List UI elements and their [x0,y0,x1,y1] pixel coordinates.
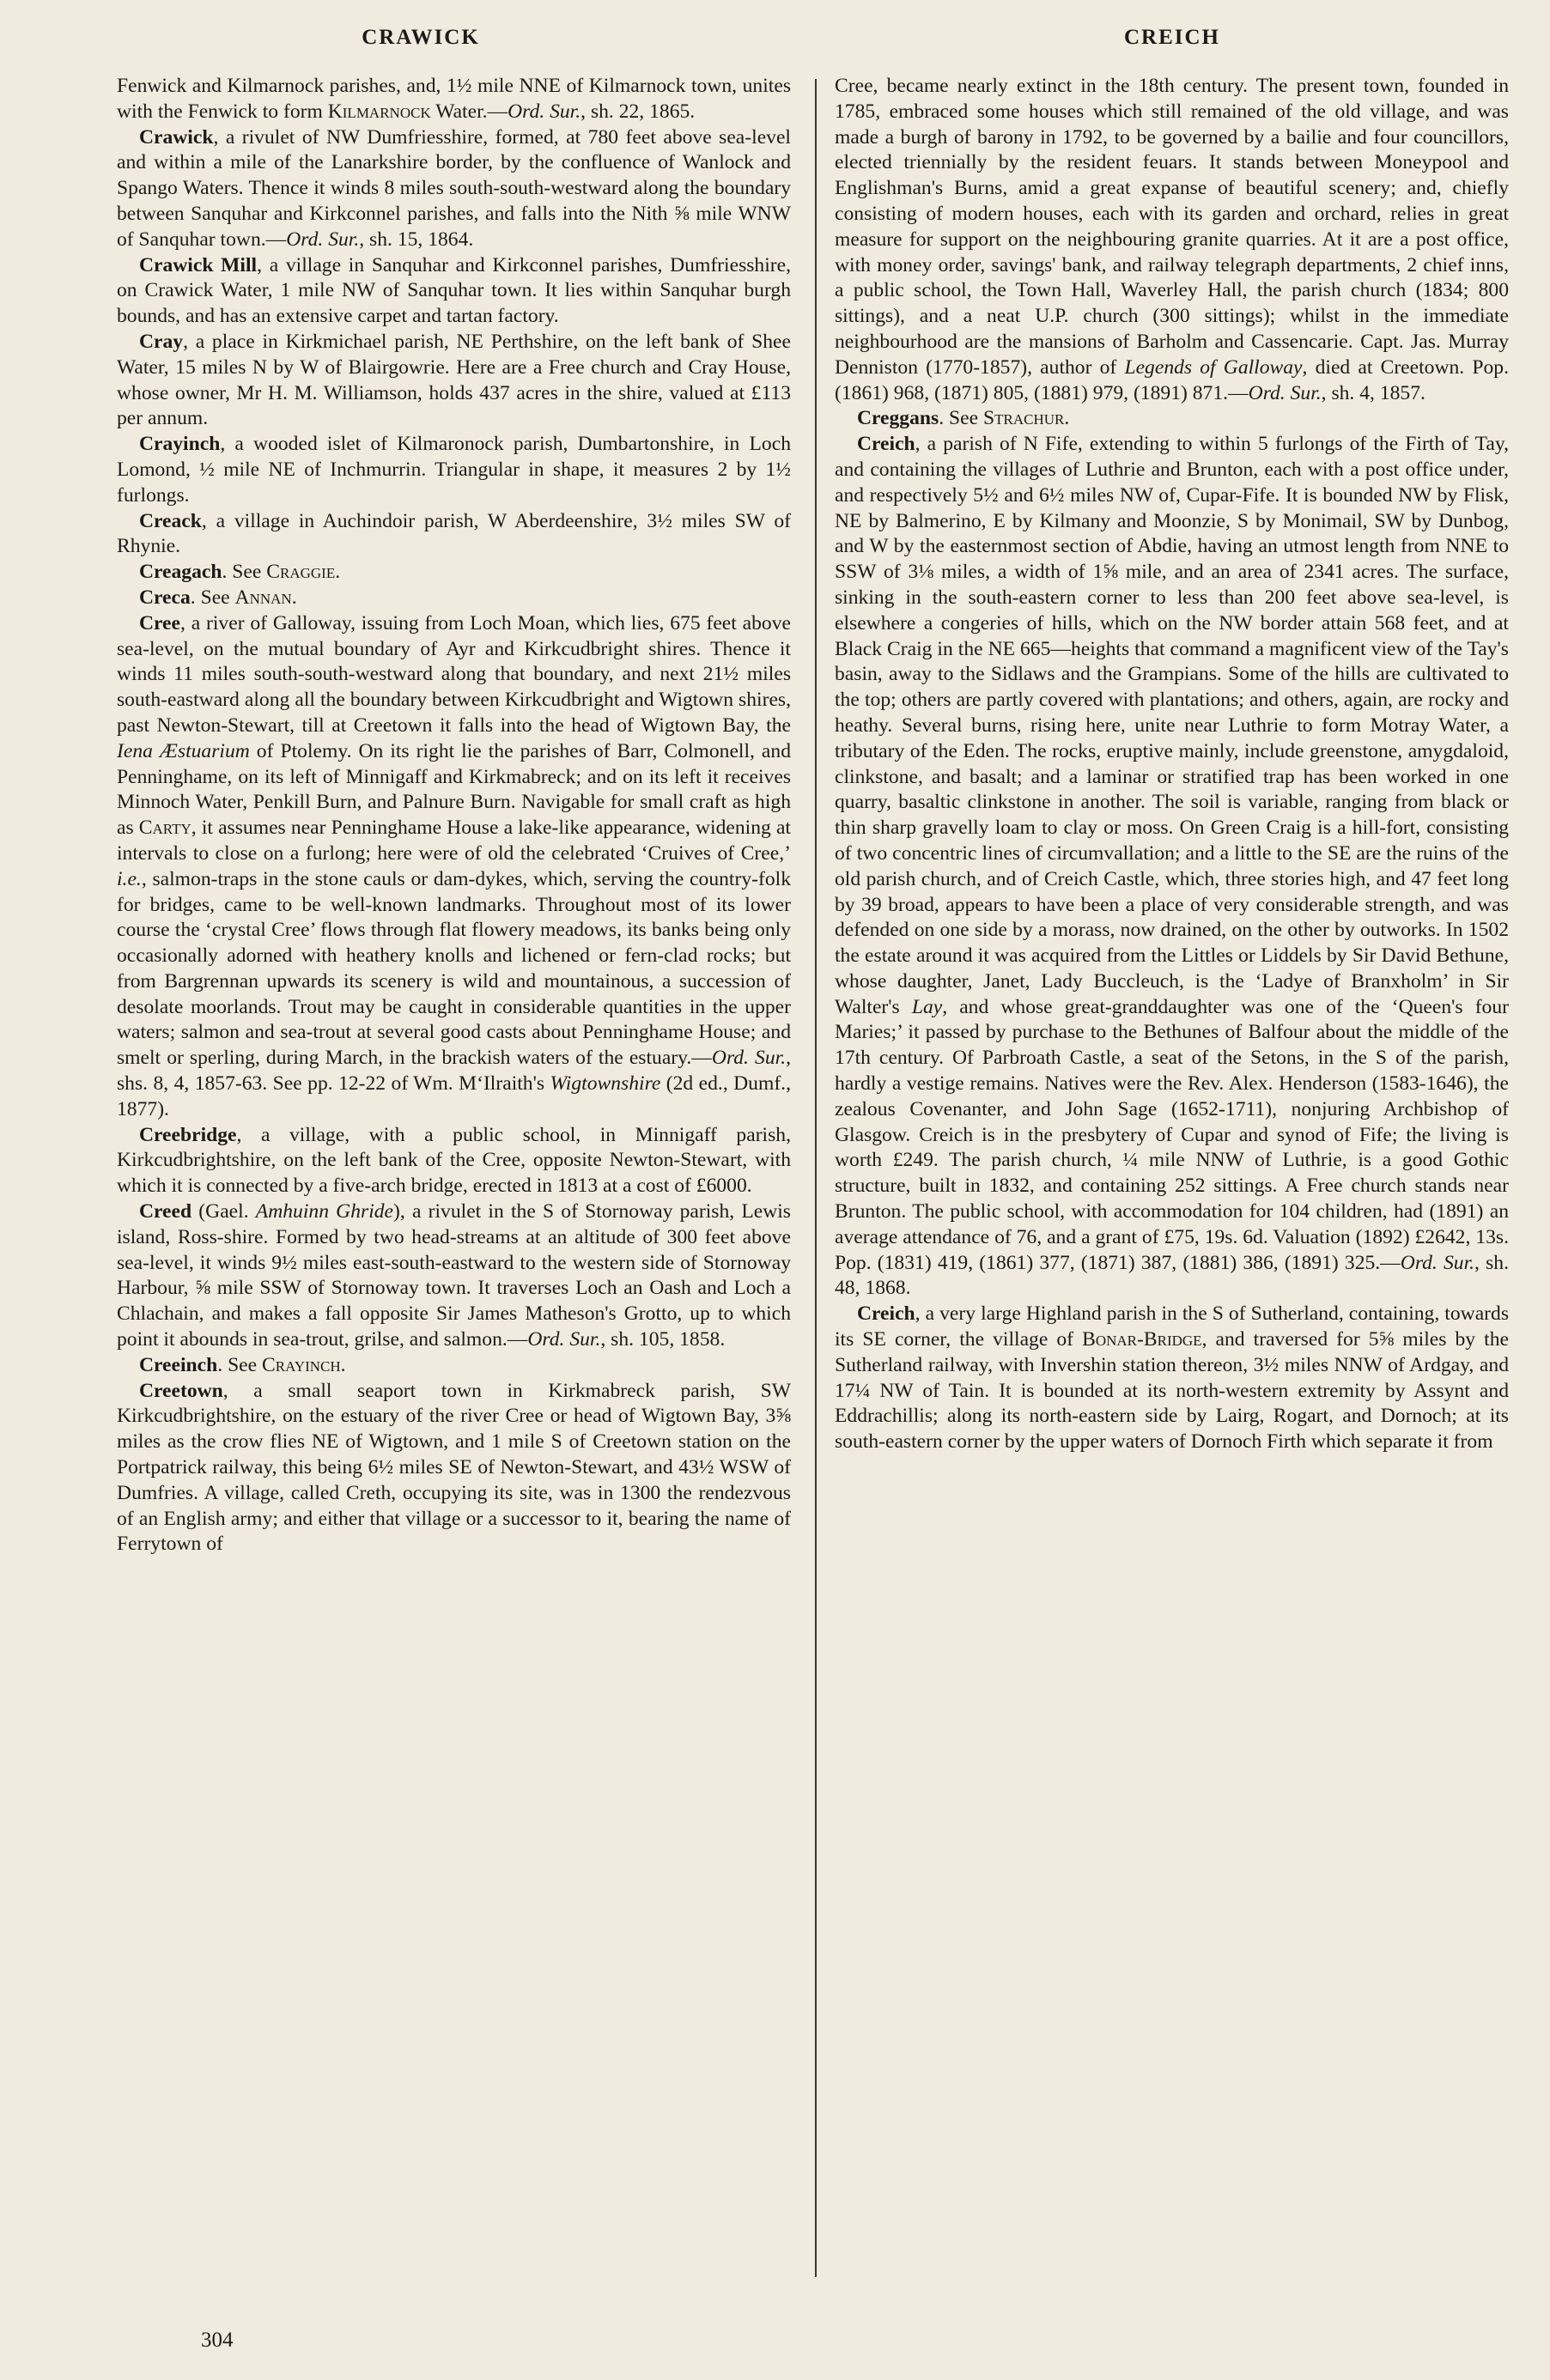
entry-text: Ord. Sur. [1400,1251,1475,1274]
entry-text: , died at Creetown. Pop. (1861) 968, (1871) 805, (1881) 979, (1891) 871.— [835,355,1509,404]
entry-text: Fenwick and Kilmarnock parishes, and, 1½ mile NNE of Kilmarnock town, unites with the Fenwick to form [117,75,791,123]
entry-text: (Gael. [191,1200,256,1223]
entry-text: , sh. 105, 1858. [600,1328,726,1351]
entry-text: , sh. 15, 1864. [359,228,474,251]
entry-text: Amhuinn Ghride [255,1200,394,1223]
entry-text: , a place in Kirkmichael parish, NE Perthshire, on the left bank of Shee Water, 15 miles N by W of Blairgowrie. Here are a Free church and Cray House, whose owner, Mr H. M. Williamson, holds 437 acres in the shire, valued at £113 per annum. [117,330,791,430]
entry-text: Ord. Sur. [711,1047,787,1070]
entry-creed [117,1199,791,1353]
entry-text: Lay [911,995,943,1018]
entry-text: , it assumes near Penninghame House a lake-like appearance, widening at intervals to close on a furlong; here were of old the celebrated ‘Cruives of Cree,’ [117,817,791,865]
entry-headword: Cray [138,330,184,353]
entry-crayinch [117,432,791,508]
entry-headword: Creca [138,586,191,609]
entry-headword: Creggans [856,407,939,430]
entry-text: (2d ed., Dumf., 1877). [117,1072,791,1120]
entry-text: , a village in Sanquhar and Kirkconnel parishes, Dumfriesshire, on Crawick Water, 1 mile NW of Sanquhar town. It lies within Sanquhar burgh bounds, and has an extensive carpet and tartan factory. [117,253,791,328]
entry-creca [117,586,791,611]
entry-headword: Creebridge [138,1123,237,1146]
entry-text: , sh. 22, 1865. [580,100,696,123]
entry-text: , sh. 48, 1868. [835,1251,1509,1300]
left-column [117,74,791,2306]
entry-text: , a village, with a public school, in Minnigaff parish, Kirkcudbrightshire, on the left bank of the Cree, opposite Newton-Stewart, with which it is connected by a five-arch bridge, erected in 1813 at a cost of £6000. [117,1123,791,1198]
entry-text: , a village in Auchindoir parish, W Aberdeenshire, 3½ miles SW of Rhynie. [117,509,791,558]
entry-creack [117,509,791,561]
entry-headword: Creack [138,509,202,532]
entry-text: . [1064,407,1070,430]
entry-text: . [291,586,297,609]
entry-text: Legends of Galloway [1124,355,1303,379]
entry-text: , salmon-traps in the stone cauls or dam-dykes, which, serving the country-folk for bridges, came to be well-known landmarks. Throughout most of its lower course the ‘crystal Cree’ flows through flat flowery meadows, its banks being only occasionally adorned with heathery knolls and lichened or fern-clad rocks; but from Bargrennan upwards its scenery is wild and mountainous, a succession of desolate moorlands. Trout may be caught in considerable quantities in the upper waters; salmon and sea-trout at several good casts about Penninghame House; and smelt or sperling, during March, in the brackish waters of the estuary.— [117,867,791,1070]
entry-headword: Creagach [138,561,222,584]
running-head-left: CRAWICK [362,26,480,49]
entry-cray [117,330,791,432]
entry-text: . See [222,561,267,584]
entry-headword: Crawick Mill [138,253,258,276]
entry-headword: Crawick [138,125,214,149]
entry-text: Wigtownshire [550,1072,661,1096]
entry-creeinch [117,1353,791,1379]
entry-headword: Creich [856,433,915,456]
entry-text: Ord. Sur. [527,1328,601,1351]
entry-text: . [340,1353,346,1376]
entry-text: . [335,561,341,584]
entry-creebridge [117,1123,791,1199]
entry-text: Carty [138,817,191,840]
entry-text: of Ptolemy. On its right lie the parishes of Barr, Colmonell, and Penninghame, on its left of Minnigaff and Kirkmabreck; and on its left it receives Minnoch Water, Penkill Burn, and Palnure Burn. Navigable for small craft as high as [117,739,791,840]
entry-crawick-mill [117,253,791,330]
entry-text: , a wooded islet of Kilmaronock parish, Dumbartonshire, in Loch Lomond, ½ mile NE of Inchmurrin. Triangular in shape, it measures 2 by 1½ furlongs. [117,433,791,507]
entry-text: , sh. 4, 1857. [1321,381,1425,404]
entry-text: . See [190,586,235,609]
entry-text: Annan [234,586,292,609]
entry-text: , a river of Galloway, issuing from Loch Moan, which lies, 675 feet above sea-level, on the mutual boundary of Ayr and Kirkcudbright shires. Thence it winds 11 miles south-south-westward along that boundary, and next 21½ miles south-eastward along all the boundary between Kirkcudbright and Wigtown shires, past Newton-Stewart, till at Creetown it falls into the head of Wigtown Bay, the [117,611,791,737]
entry-creetown-cont [835,74,1509,406]
entry-text: Crayinch [262,1353,341,1376]
entry-text: , and traversed for 5⅝ miles by the Sutherland railway, with Invershin station thereon, 3½ miles NNW of Ardgay, and 17¼ NW of Tain. It is bounded at its north-western extremity by Assynt and Eddrachillis; along its north-eastern side by Lairg, Rogart, and Dornoch; at its south-eastern corner by the upper waters of Dornoch Firth which separate it from [835,1328,1509,1454]
entry-text: Cree, became nearly extinct in the 18th century. The present town, founded in 1785, embraced some houses which still remained of the old village, and was made a burgh of barony in 1792, to be governed by a bailie and four councillors, elected triennially by the resident feuars. It stands between Moneypool and Englishman's Burns, amid a great expanse of beautiful scenery; and, chiefly consisting of modern houses, each with its garden and orchard, relies in great measure for support on the neighbouring granite quarries. At it are a post office, with money order, savings' bank, and railway telegraph departments, 2 chief inns, a public school, the Town Hall, Waverley Hall, the parish church (1834; 800 sittings), and a neat U.P. church (300 sittings); whilst in the immediate neighbourhood are the mansions of Barholm and Cassencarie. Capt. Jas. Murray Denniston (1770-1857), author of [835,75,1509,379]
entry-text: . See [217,1353,263,1376]
entry-text: ), a rivulet in the S of Stornoway parish, Lewis island, Ross-shire. Formed by two head-streams at an altitude of 300 feet above sea-level, it winds 9½ miles east-south-eastward to the western side of Stornoway Harbour, ⅝ mile SSW of Stornoway town. It traverses Loch an Oash and Loch a Chlachain, and makes a fall opposite Sir James Matheson's Grotto, up to which point it abounds in sea-trout, grilse, and salmon.— [117,1200,791,1351]
entry-text: Bonar-Bridge [1082,1328,1202,1351]
entry-text: Kilmarnock [327,100,431,123]
right-column [835,74,1509,2306]
entry-text: Ord. Sur. [1248,381,1322,404]
entry-crawick [117,125,791,253]
entry-text: . See [939,407,983,430]
running-head-right: CREICH [1123,26,1220,49]
entry-text: , a small seaport town in Kirkmabreck parish, SW Kirkcudbrightshire, on the estuary of the river Cree or head of Wigtown Bay, 3⅝ miles as the crow flies NE of Wigtown, and 1 mile S of Creetown station on the Portpatrick railway, this being 6½ miles SE of Newton-Stewart, and 43½ WSW of Dumfries. A village, called Creth, occupying its site, was in 1300 the rendezvous of an English army; and either that village or a successor to it, bearing the name of Ferrytown of [117,1379,791,1556]
entry-text: Ord. Sur. [286,228,360,251]
entry-text: , a very large Highland parish in the S of Sutherland, containing, towards its SE corner, the village of [835,1302,1509,1351]
entry-creich-fife [835,432,1509,1302]
entry-headword: Crayinch [138,433,221,456]
entry-headword: Creeinch [138,1353,218,1376]
entry-text: , and whose great-granddaughter was one of the ‘Queen's four Maries;’ it passed by purchase to the Bethunes of Balfour about the middle of the 17th century. Of Parbroath Castle, a seat of the Setons, in the S of the parish, hardly a vestige remains. Natives were the Rev. Alex. Henderson (1583-1646), the zealous Covenanter, and John Sage (1652-1711), nonjuring Archbishop of Glasgow. Creich is in the presbytery of Cupar and synod of Fife; the living is worth £249. The parish church, ¼ mile NNW of Luthrie, is a good Gothic structure, built in 1832, and containing 252 sittings. A Free church stands near Brunton. The public school, with accommodation for 104 children, had (1891) an average attendance of 76, and a grant of £75, 19s. 6d. Valuation (1892) £2642, 13s. Pop. (1831) 419, (1861) 377, (1871) 387, (1881) 386, (1891) 325.— [835,995,1509,1274]
column-divider [815,79,817,2277]
entry-text: , a parish of N Fife, extending to within 5 furlongs of the Firth of Tay, and containing the villages of Luthrie and Brunton, each with a post office under, and respectively 5½ and 6½ miles NW of, Cupar-Fife. It is bounded NW by Flisk, NE by Balmerino, E by Kilmany and Moonzie, S by Monimail, SW by Dunbog, and W by the easternmost section of Abdie, having an utmost length from NNE to SSW of 3⅛ miles, a width of 1⅝ mile, and an area of 2341 acres. The surface, sinking in the south-eastern corner to less than 200 feet above sea-level, is elsewhere a congeries of hills, which on the NW border attain 568 feet, and at Black Craig in the NE 665—heights that command a magnificent view of the Tay's basin, away to the Sidlaws and the Grampians. Some of the hills are cultivated to the top; others are partly covered with plantations; and others, again, are rocky and heathy. Several burns, rising here, unite near Luthrie to form Motray Water, a tributary of the Eden. The rocks, eruptive mainly, include greenstone, amygdaloid, clinkstone, and basalt; and a laminar or stratified trap has been worked in one quarry, basaltic clinkstone in another. The soil is variable, ranging from black or thin sharp gravelly loam to clay or moss. On Green Craig is a hill-fort, consisting of two concentric lines of circumvallation; and a little to the SE are the ruins of the old parish church, and of Creich Castle, which, three stories high, and 47 feet long by 39 broad, appears to have been a place of very considerable strength, and was defended on one side by a morass, now drained, on the other by outworks. In 1502 the estate around it was acquired from the Littles or Liddels by Sir David Bethune, whose daughter, Janet, Lady Buccleuch, is the ‘Ladye of Branxholm’ in Sir Walter's [835,433,1509,1018]
entry-text: , a rivulet of NW Dumfriesshire, formed, at 780 feet above sea-level and within a mile of the Lanarkshire border, by the confluence of Wanlock and Spango Waters. Thence it winds 8 miles south-south-westward along the boundary between Sanquhar and Kirkconnel parishes, and falls into the Nith ⅝ mile WNW of Sanquhar town.— [117,125,791,251]
entry-text: Water.— [430,100,508,123]
entry-creagach [117,560,791,586]
entry-text: Iena Æstuarium [117,739,250,762]
entry-creetown [117,1379,791,1558]
entry-text: i.e. [117,867,142,890]
entry-creggans [835,406,1509,432]
entry-headword: Creich [856,1302,915,1326]
entry-headword: Creed [138,1200,192,1223]
entry-text: Ord. Sur. [508,100,581,123]
entry-headword: Creetown [138,1379,223,1402]
entry-cree [117,611,791,1123]
entry-text: , shs. 8, 4, 1857-63. See pp. 12-22 of Wm. M‘Ilraith's [117,1047,791,1096]
entry-text: Strachur [982,407,1065,430]
entry-text: Craggie [266,561,336,584]
entry-fenwick [117,74,791,125]
entry-headword: Cree [138,611,180,634]
entry-creich-sutherland [835,1302,1509,1455]
page-number: 304 [201,2328,234,2352]
